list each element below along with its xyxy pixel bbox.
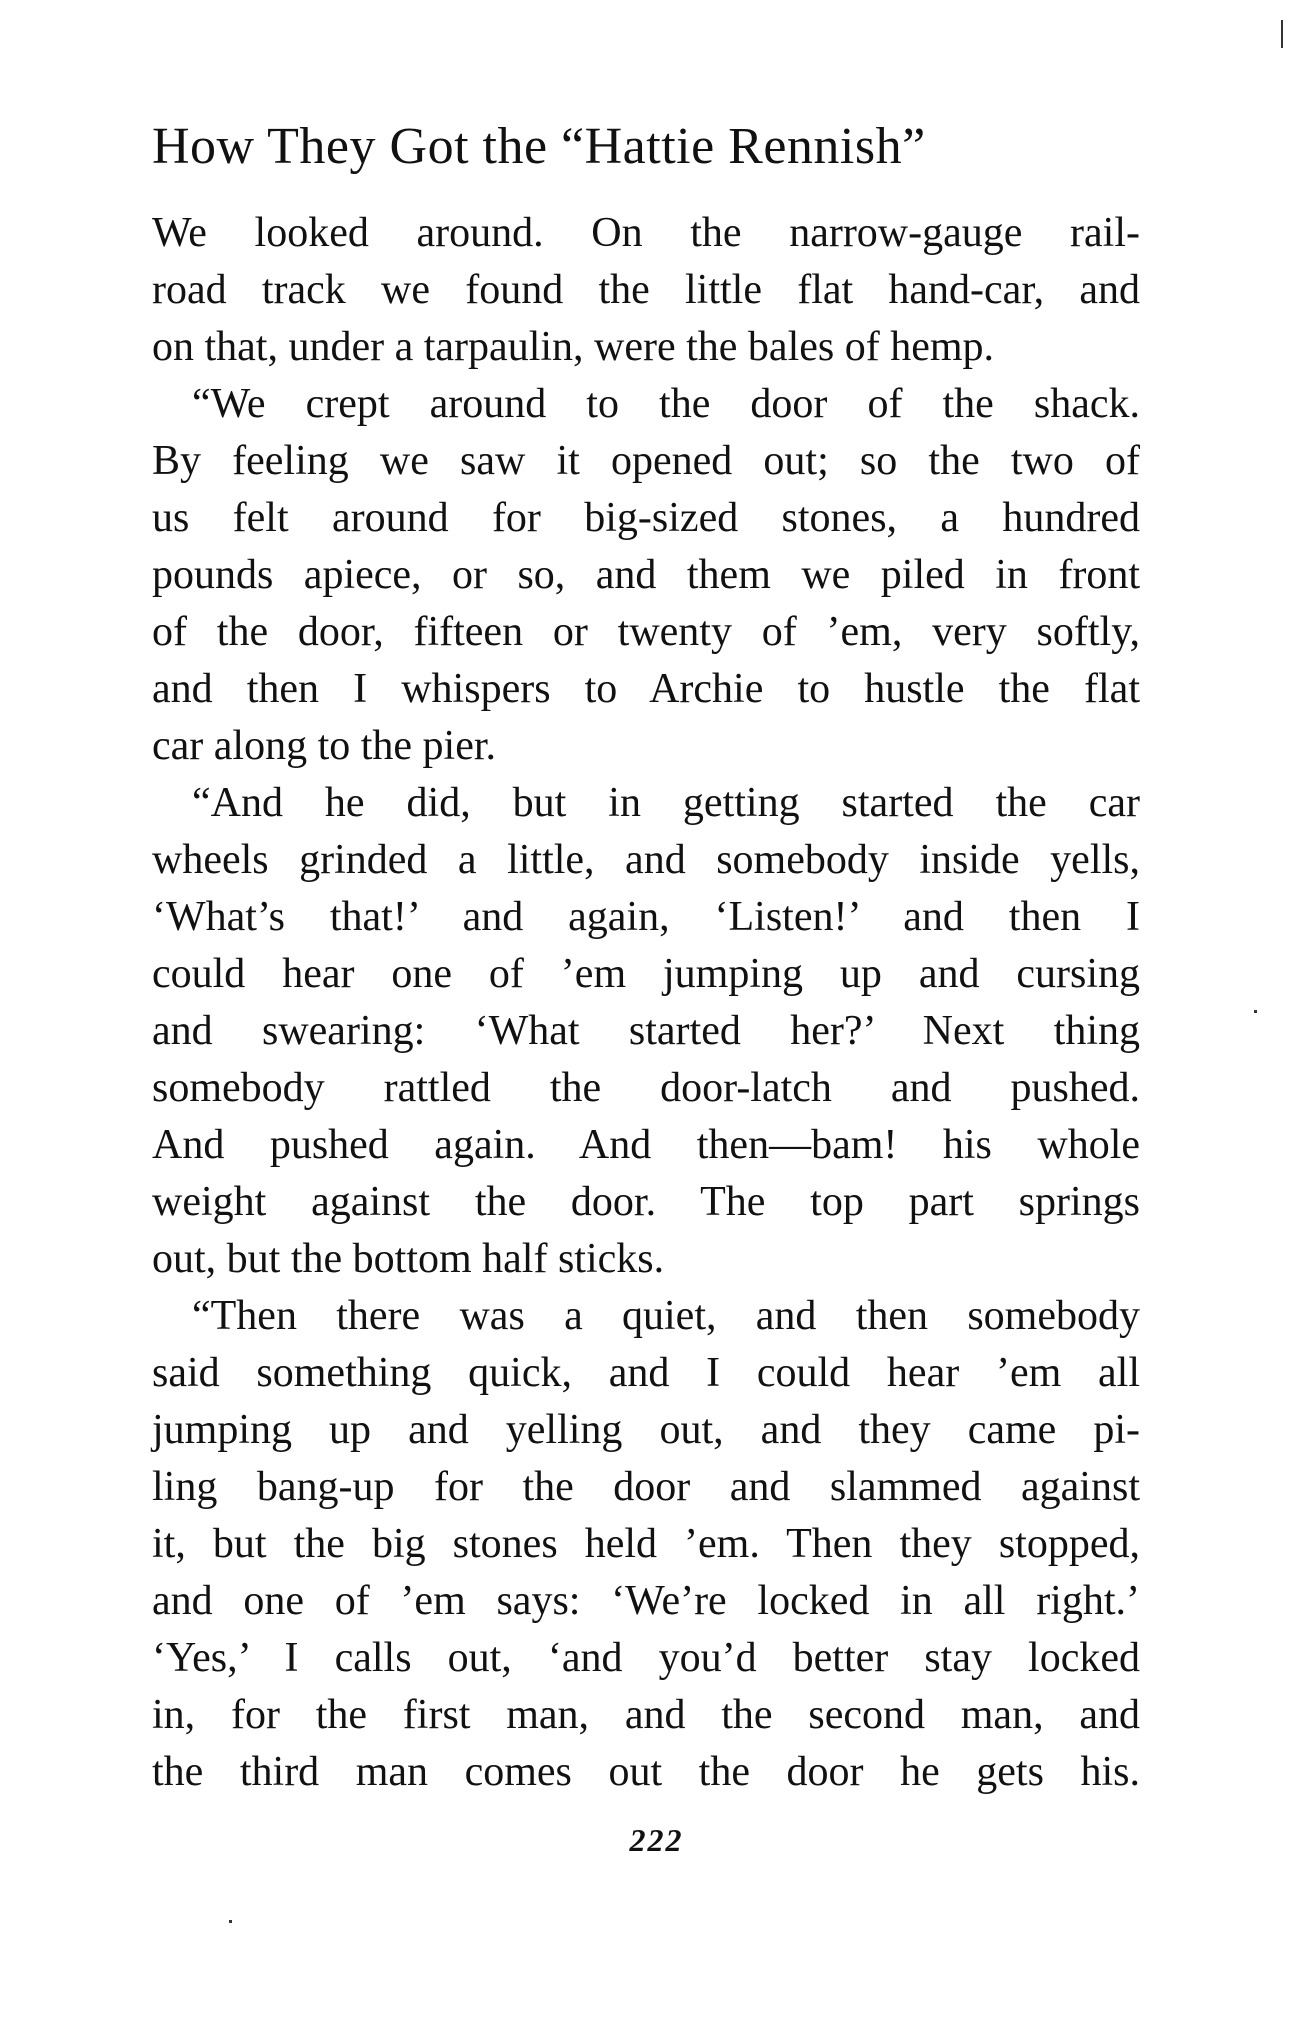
text-line: us felt around for big-sized stones, a hundred — [152, 495, 1140, 541]
text-line: ‘What’s that!’ and again, ‘Listen!’ and then I — [152, 894, 1140, 940]
scan-speck — [1281, 20, 1283, 48]
text-line: We looked around. On the narrow-gauge rail- — [152, 210, 1140, 256]
text-line: could hear one of ’em jumping up and cursing — [152, 951, 1140, 997]
text-line: “We crept around to the door of the shack. — [192, 381, 1140, 427]
text-line: it, but the big stones held ’em. Then they stopped, — [152, 1521, 1140, 1567]
text-line: somebody rattled the door-latch and pushed. — [152, 1065, 1140, 1111]
text-line: said something quick, and I could hear ’em all — [152, 1350, 1140, 1396]
text-line: jumping up and yelling out, and they came pi- — [152, 1407, 1140, 1453]
text-line: and swearing: ‘What started her?’ Next thing — [152, 1008, 1140, 1054]
running-head: How They Got the “Hattie Rennish” — [152, 118, 926, 175]
text-line: And pushed again. And then—bam! his whole — [152, 1122, 1140, 1168]
text-line: the third man comes out the door he gets his. — [152, 1749, 1140, 1795]
scan-speck — [1254, 1010, 1257, 1013]
page-number: 222 — [629, 1822, 684, 1858]
text-line: ‘Yes,’ I calls out, ‘and you’d better stay locked — [152, 1635, 1140, 1681]
text-line: pounds apiece, or so, and them we piled in front — [152, 552, 1140, 598]
text-line: car along to the pier. — [152, 723, 497, 769]
body-text — [152, 205, 1140, 1801]
text-line: “And he did, but in getting started the car — [192, 780, 1140, 826]
text-line: “Then there was a quiet, and then somebody — [192, 1293, 1140, 1339]
scan-speck — [229, 1920, 232, 1923]
text-line: weight against the door. The top part springs — [152, 1179, 1140, 1225]
text-line: and one of ’em says: ‘We’re locked in all right.’ — [152, 1578, 1140, 1624]
text-line: out, but the bottom half sticks. — [152, 1236, 665, 1282]
text-line: and then I whispers to Archie to hustle the flat — [152, 666, 1140, 712]
text-line: ling bang-up for the door and slammed against — [152, 1464, 1140, 1510]
text-line: wheels grinded a little, and somebody inside yells, — [152, 837, 1140, 883]
text-line: on that, under a tarpaulin, were the bales of hemp. — [152, 324, 995, 370]
text-line: road track we found the little flat hand-car, and — [152, 267, 1140, 313]
text-line: in, for the first man, and the second man, and — [152, 1692, 1140, 1738]
text-line: By feeling we saw it opened out; so the two of — [152, 438, 1140, 484]
text-line: of the door, fifteen or twenty of ’em, very softly, — [152, 609, 1140, 655]
